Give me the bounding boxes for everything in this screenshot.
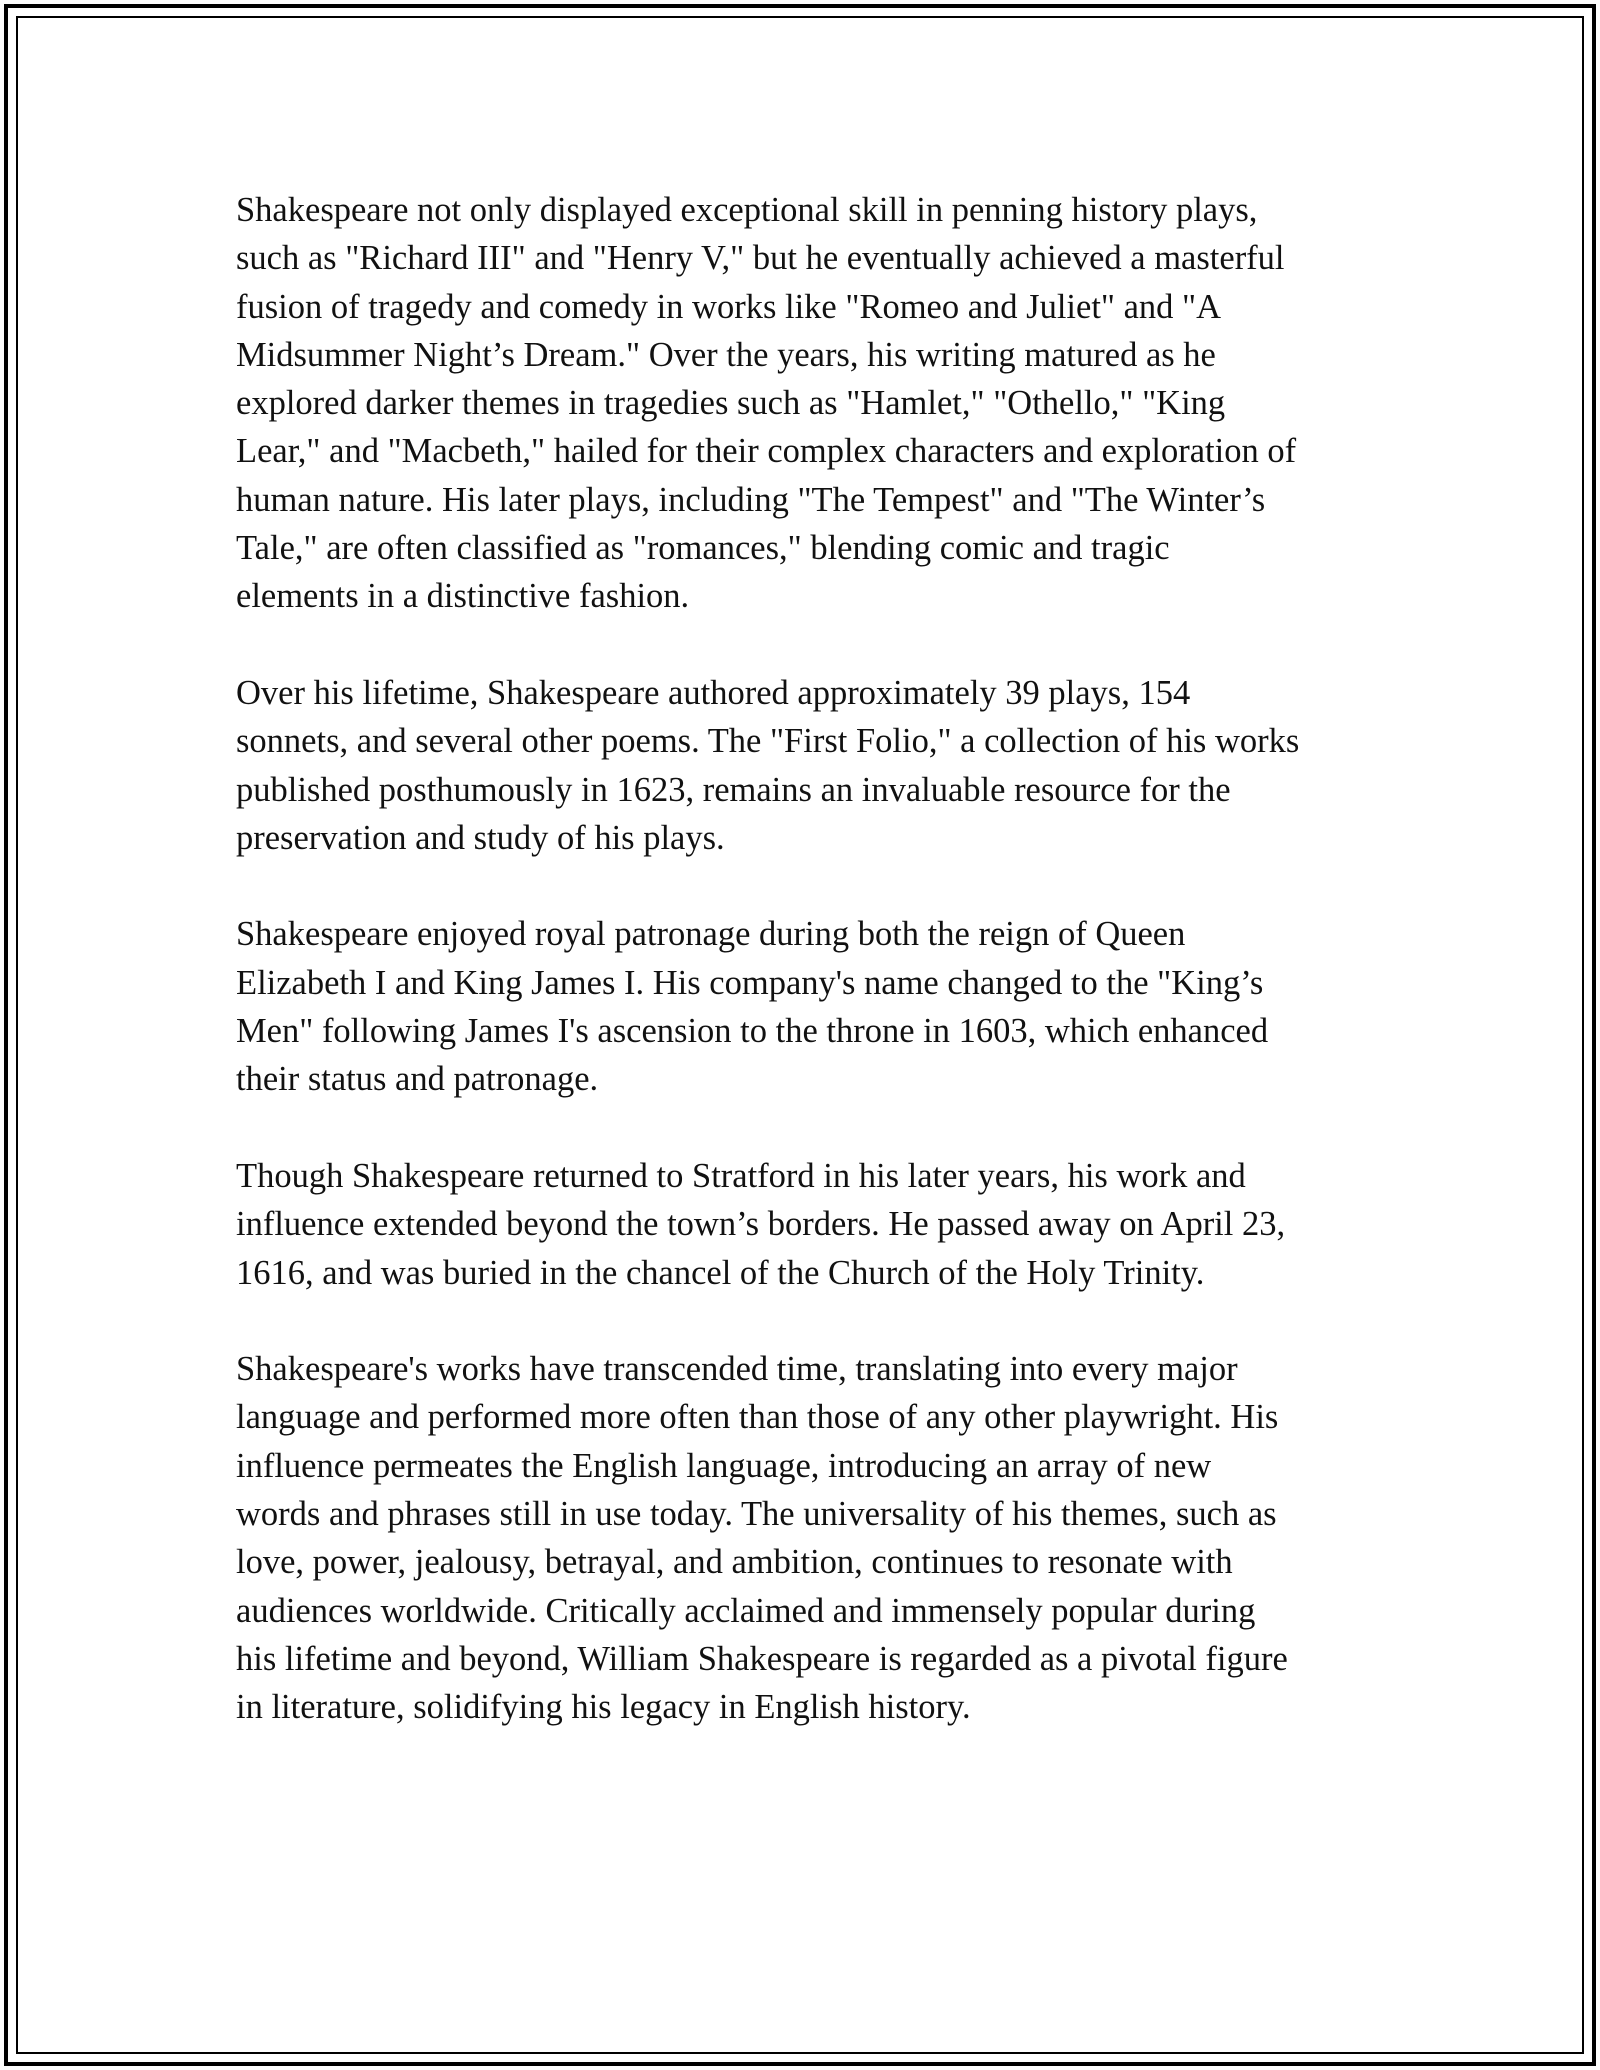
- document-body: [236, 186, 1376, 1780]
- paragraph-history-and-tragedies: Shakespeare not only displayed exceptional skill in penning history plays, such as "Richard III" and "Henry V," but he eventually achieved a masterful fusion of tragedy and comedy in works like "Romeo and Juliet" and "A Midsummer Night’s Dream." Over the years, his writing matured as he explored darker themes in tragedies such as "Hamlet," "Othello," "King Lear," and "Macbeth," hailed for their complex characters and exploration of human nature. His later plays, including "The Tempest" and "The Winter’s Tale," are often classified as "romances," blending comic and tragic elements in a distinctive fashion.: [236, 191, 1297, 616]
- paragraph-later-years: Though Shakespeare returned to Stratford in his later years, his work and influence extended beyond the town’s borders. He passed away on April 23, 1616, and was buried in the chancel of the Church of the Holy Trinity.: [236, 1156, 1286, 1292]
- paragraph-legacy: Shakespeare's works have transcended time, translating into every major language and performed more often than those of any other playwright. His influence permeates the English language, introducing an array of new words and phrases still in use today. The universality of his themes, such as love, power, jealousy, betrayal, and ambition, continues to resonate with audiences worldwide. Critically acclaimed and immensely popular during his lifetime and beyond, William Shakespeare is regarded as a pivotal figure in literature, solidifying his legacy in English history.: [236, 1350, 1288, 1727]
- paragraph-works-count: Over his lifetime, Shakespeare authored approximately 39 plays, 154 sonnets, and several other poems. The "First Folio," a collection of his works published posthumously in 1623, remains an invaluable resource for the preservation and study of his plays.: [236, 673, 1300, 857]
- paragraph-royal-patronage: Shakespeare enjoyed royal patronage during both the reign of Queen Elizabeth I and King James I. His company's name changed to the "King’s Men" following James I's ascension to the throne in 1603, which enhanced their status and patronage.: [236, 915, 1269, 1099]
